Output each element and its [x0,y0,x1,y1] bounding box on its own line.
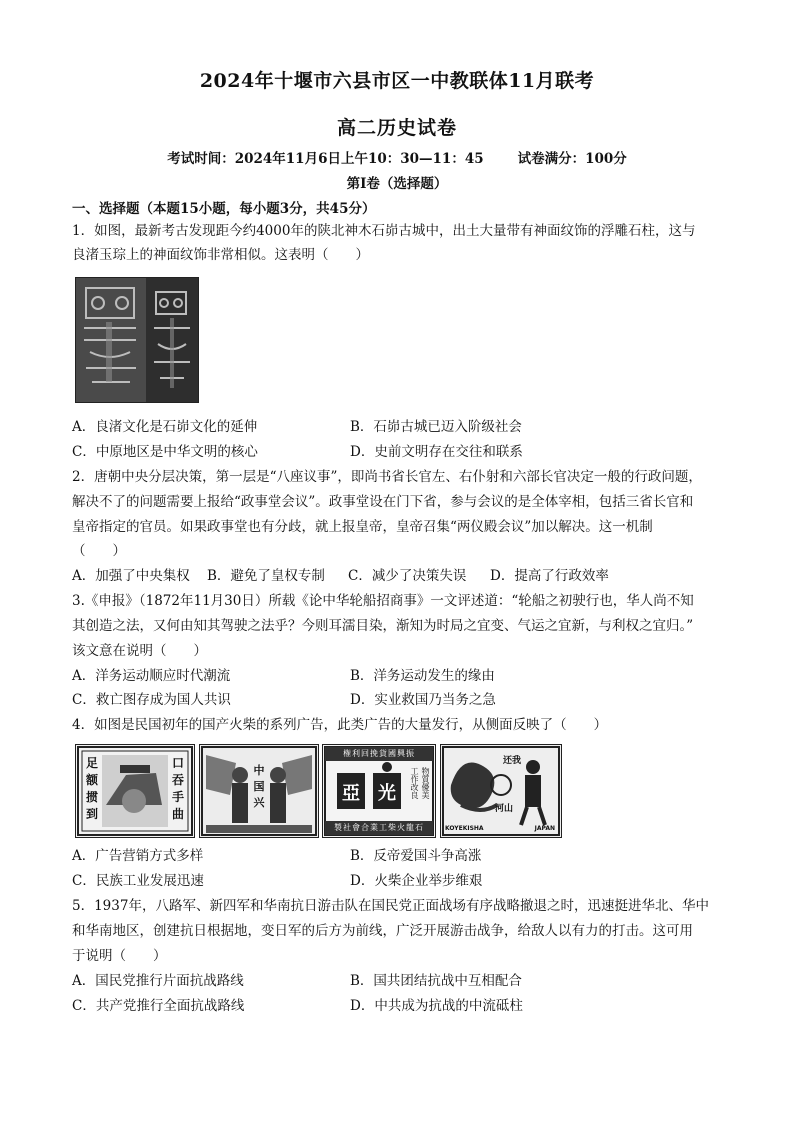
q1-option-b: B．石峁古城已迈入阶级社会 [350,419,522,435]
q1-option-c: C．中原地区是中华文明的核心 [72,444,258,460]
q3-option-c: C．救亡图存成为国人共识 [72,692,231,708]
q2-option-d: D．提高了行政效率 [490,568,609,584]
q2-line-4: （ ） [72,543,126,559]
match-ad-3 [322,744,436,838]
ad1-left-char-1: 足 [85,756,98,770]
q5-option-d: D．中共成为抗战的中流砥柱 [350,998,523,1014]
q5-line-2: 和华南地区，创建抗日根据地，变日军的后方为前线，广泛开展游击战争，给敌人以有力的打击。这可用 [72,923,693,939]
ad1-right-char-2: 吞 [171,773,184,787]
ad1-left-char-2: 额 [85,773,98,787]
q5-line-3: 于说明（ ） [72,948,167,964]
exam-time: 考试时间：2024年11月6日上午10：30—11：45 [167,151,484,167]
q5-option-b: B．国共团结抗战中互相配合 [350,973,522,989]
ad3-big-char-1: 亞 [342,783,360,804]
q3-line-1: 3.《申报》（1872年11月30日）所载《论中华轮船招商事》一文评述道：“轮船之初驶行也，华人尚不知 [72,593,694,609]
q2-option-b: B．避免了皇权专制 [207,568,325,584]
ad1-right-char-1: 口 [171,756,184,770]
q5-option-a: A．国民党推行片面抗战路线 [72,973,244,989]
q4-option-c: C．民族工业发展迅速 [72,873,204,889]
ad4-mid-text: 河山 [495,804,514,814]
q2-line-3: 皇帝指定的官员。如果政事堂也有分歧，就上报皇帝，皇帝召集“两仪殿会议”加以解决。这一机制 [72,519,653,535]
q2-option-c: C．减少了决策失误 [348,568,467,584]
ad3-big-char-2: 光 [378,783,396,804]
q3-option-d: D．实业救国乃当务之急 [350,692,496,708]
match-ad-4 [440,744,562,838]
q2-line-1: 2．唐朝中央分层决策，第一层是“八座议事”，即尚书省长官左、右仆射和六部长官决定一般的行政问题， [72,469,702,485]
full-score: 试卷满分：100分 [517,151,627,167]
ad1-right-char-3: 手 [171,790,184,804]
ad4-bottom-right-text: JAPAN [534,825,555,832]
ad3-side-text-2: 物質優美 [421,767,430,799]
q3-option-a: A．洋务运动顺应时代潮流 [72,668,231,684]
exam-meta [0,147,794,167]
ad4-top-text: 还我 [503,756,522,766]
match-ad-2 [199,744,319,838]
ad2-char-3: 兴 [253,796,265,809]
q4-option-d: D．火柴企业举步维艰 [350,873,483,889]
q1-line-2: 良渚玉琮上的神面纹饰非常相似。这表明（ ） [72,247,369,263]
match-ad-1 [75,744,195,838]
q4-line-1: 4．如图是民国初年的国产火柴的系列广告，此类广告的大量发行，从侧面反映了（ ） [72,717,608,733]
ad2-char-2: 国 [253,780,265,793]
q2-option-a: A．加强了中央集权 [72,568,190,584]
section-heading: 一、选择题（本题15小题，每小题3分，共45分） [72,201,376,217]
q1-option-a: A．良渚文化是石峁文化的延伸 [72,419,258,435]
q4-option-b: B．反帝爱国斗争高涨 [350,848,482,864]
ad3-top-text: 権利回挽貨國興振 [343,749,415,758]
q4-option-a: A．广告营销方式多样 [72,848,204,864]
ad1-left-char-3: 掼 [85,790,98,804]
q3-line-3: 该文意在说明（ ） [72,643,207,659]
exam-title: 2024年十堰市六县市区一中教联体11月联考 [199,70,595,92]
q1-line-1: 1．如图，最新考古发现距今约4000年的陕北神木石峁古城中，出土大量带有神面纹饰的浮雕石柱，这与 [72,223,696,239]
q2-line-2: 解决不了的问题需要上报给“政事堂会议”。政事堂设在门下省，参与会议的是全体宰相，包括三省长官和 [72,494,694,510]
ad3-bottom-text: 製社會合業工柴火龍石 [334,823,424,832]
q5-line-1: 5．1937年，八路军、新四军和华南抗日游击队在国民党正面战场有序战略撤退之时，迅速挺进华北、华中 [72,898,709,914]
q1-option-d: D．史前文明存在交往和联系 [350,444,523,460]
ad1-right-char-4: 曲 [171,807,184,821]
ad1-left-char-4: 到 [85,807,98,821]
ad2-char-1: 中 [253,764,265,777]
q1-relief-photo [75,277,199,403]
q3-line-2: 其创造之法，又何由知其驾驶之法乎？今则耳濡目染，渐知为时局之宜变、气运之宜新，与利权之宜归。” [72,618,694,634]
part-heading: 第Ⅰ卷（选择题） [346,176,448,192]
q3-option-b: B．洋务运动发生的缘由 [350,668,495,684]
ad4-bottom-left-text: KOYEKISHA [445,825,484,832]
ad3-side-text-1: 工作改良 [410,767,419,799]
q5-option-c: C．共产党推行全面抗战路线 [72,998,245,1014]
exam-subtitle: 高二历史试卷 [336,117,457,139]
